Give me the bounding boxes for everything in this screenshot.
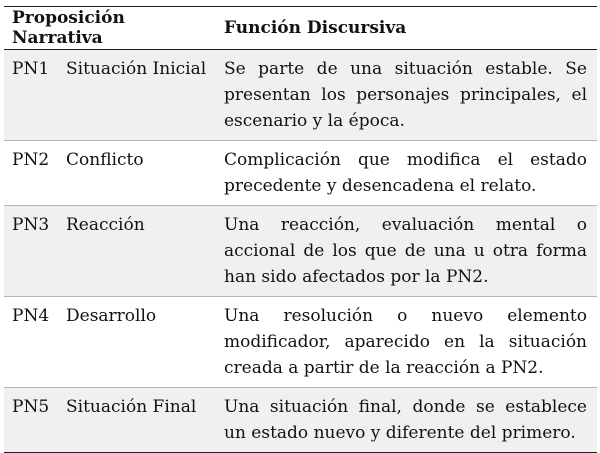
row-function: Complicación que modifica el estado precedente y desencadena el relato.: [224, 150, 587, 196]
row-function: Una situación final, donde se establece un estado nuevo y diferente del primero.: [224, 397, 587, 443]
table-row-pn3: [4, 206, 597, 297]
table-row-pn1: [4, 50, 597, 141]
table-row-pn5: [4, 388, 597, 452]
table-row-pn2: [4, 141, 597, 206]
row-code: PN4: [12, 306, 50, 326]
row-code: PN5: [12, 397, 50, 417]
row-function: Se parte de una situación estable. Se presentan los personajes principales, el escenario y la época.: [224, 59, 587, 131]
row-name: Situación Inicial: [66, 59, 207, 79]
row-code: PN1: [12, 59, 50, 79]
narrative-table: [4, 6, 597, 453]
row-function: Una reacción, evaluación mental o accional de los que de una u otra forma han sido afectados por la PN2.: [224, 215, 587, 287]
row-code: PN3: [12, 215, 50, 235]
row-function: Una resolución o nuevo elemento modificador, aparecido en la situación creada a partir de la reacción a PN2.: [224, 306, 587, 378]
row-name: Desarrollo: [66, 306, 157, 326]
row-name: Reacción: [66, 215, 145, 235]
table-row-pn4: [4, 297, 597, 388]
header-function: Función Discursiva: [224, 18, 407, 38]
table-header: [4, 7, 597, 50]
row-name: Situación Final: [66, 397, 197, 417]
row-name: Conflicto: [66, 150, 144, 170]
row-code: PN2: [12, 150, 50, 170]
header-proposition: Proposición Narrativa: [12, 8, 125, 48]
